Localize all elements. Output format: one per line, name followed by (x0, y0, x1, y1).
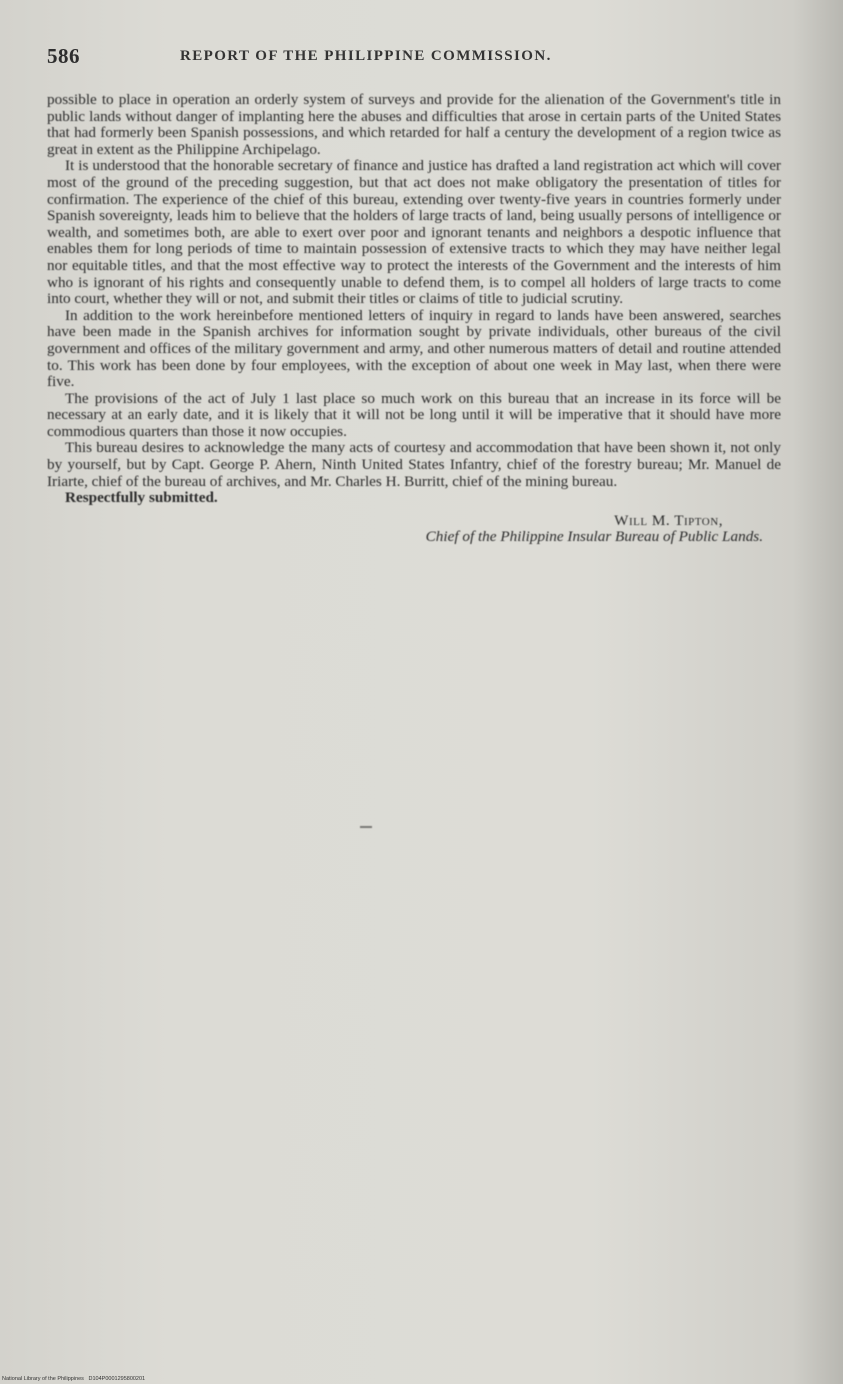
page-header (47, 44, 807, 72)
paragraph-land-registration: It is understood that the honorable secretary of finance and justice has drafted a land registration act which will cover most of the ground of the preceding suggestion, but that act does not make obligatory the presentation of titles for confirmation. The experience of the chief of this bureau, extending over twenty-five years in countries formerly under Spanish sovereignty, leads him to believe that the holders of large tracts of land, being usually persons of intelligence or wealth, and sometimes both, are able to exert over poor and ignorant tenants and neighbors a despotic influence that enables them for long periods of time to maintain possession of extensive tracts to which they may have neither legal nor equitable titles, and that the most effective way to protect the interests of the Government and the interests of him who is ignorant of his rights and consequently unable to defend them, is to compel all holders of large tracts to come into court, whether they will or not, and submit their titles or claims of title to judicial scrutiny. (47, 157, 781, 308)
paragraph-work-done: In addition to the work hereinbefore mentioned letters of inquiry in regard to lands have been answered, searches have been made in the Spanish archives for information sought by private individuals, other bureaus of the civil government and offices of the military government and army, and other numerous matters of detail and routine attended to. This work has been done by four employees, with the exception of about one week in May last, when there were five. (47, 306, 781, 391)
closing-line: Respectfully submitted. (65, 489, 218, 507)
signature-name: Will M. Tipton, (614, 511, 723, 529)
footer-identifier: D104P0001295800201 (88, 1376, 146, 1382)
signature-title: Chief of the Philippine Insular Bureau of Public Lands. (425, 528, 763, 546)
page-number: 586 (47, 44, 80, 68)
running-title: REPORT OF THE PHILIPPINE COMMISSION. (180, 48, 552, 64)
paragraph-provisions: The provisions of the act of July 1 last place so much work on this bureau that an increase in its force will be necessary at an early date, and it is likely that it will not be long until it will be imperative that it should have more commodious quarters than those it now occupies. (47, 389, 781, 440)
scan-footer (2, 1376, 145, 1383)
paragraph-acknowledgment: This bureau desires to acknowledge the many acts of courtesy and accommodation that have been shown it, not only by yourself, but by Capt. George P. Ahern, Ninth United States Infantry, chief of the forestry bureau; Mr. Manuel de Iriarte, chief of the bureau of archives, and Mr. Charles H. Burritt, chief of the mining bureau. (47, 439, 781, 490)
stray-mark (360, 826, 372, 828)
body-text (47, 92, 781, 546)
footer-library: National Library of the Philippines (2, 1376, 84, 1382)
paragraph-continued: possible to place in operation an orderly system of surveys and provide for the alienation of the Government's title in public lands without danger of implanting here the abuses and difficulties that arose in certain parts of the United States that had formerly been Spanish possessions, and which retarded for half a century the development of a region twice as great in extent as the Philippine Archipelago. (47, 91, 781, 158)
